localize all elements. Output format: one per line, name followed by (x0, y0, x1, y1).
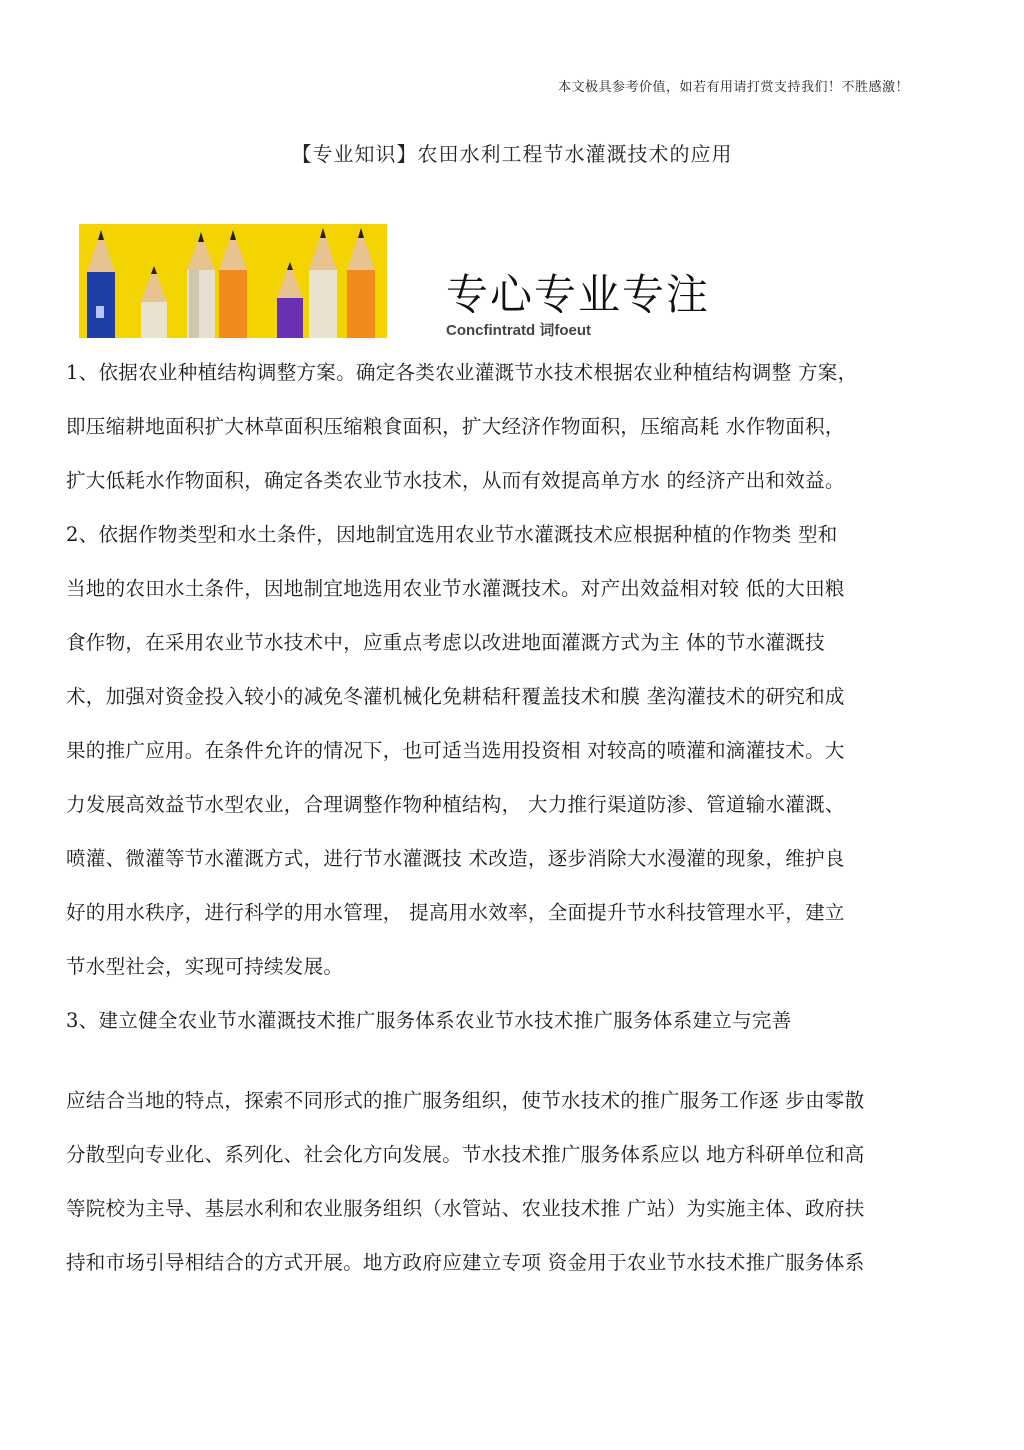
text-line: 即压缩耕地面积扩大林草面积压缩粮食面积，扩大经济作物面积，压缩高耗 水作物面积， (66, 415, 845, 438)
text-line: 1、依据农业种植结构调整方案。确定各类农业灌溉节水技术根据农业种植结构调整 方案， (66, 361, 858, 384)
text-line: 力发展高效益节水型农业，合理调整作物种植结构， 大力推行渠道防渗、管道输水灌溉、 (66, 793, 845, 816)
banner-subtext: Concfintratd 词foeut (446, 322, 591, 339)
document-title: 【专业知识】农田水利工程节水灌溉技术的应用 (291, 142, 733, 166)
paragraph-4 (66, 1074, 936, 1290)
text-line: 分散型向专业化、系列化、社会化方向发展。节水技术推广服务体系应以 地方科研单位和高 (66, 1143, 865, 1166)
text-line: 果的推广应用。在条件允许的情况下，也可适当选用投资相 对较高的喷灌和滴灌技术。大 (66, 739, 845, 762)
text-line: 术，加强对资金投入较小的减免冬灌机械化免耕秸秆覆盖技术和膜 垄沟灌技术的研究和成 (66, 685, 845, 708)
text-line: 食作物，在采用农业节水技术中，应重点考虑以改进地面灌溉方式为主 体的节水灌溉技 (66, 631, 825, 654)
text-line: 持和市场引导相结合的方式开展。地方政府应建立专项 资金用于农业节水技术推广服务体系 (66, 1251, 865, 1274)
banner-slogan: 专心专业专注 (446, 270, 711, 319)
text-line: 好的用水秩序，进行科学的用水管理， 提高用水效率，全面提升节水科技管理水平，建立 (66, 901, 845, 924)
top-note: 本文极具参考价值，如若有用请打赏支持我们！不胜感激！ (557, 80, 909, 95)
paragraph-1 (66, 346, 936, 508)
text-line: 2、依据作物类型和水土条件，因地制宜选用农业节水灌溉技术应根据种植的作物类 型和 (66, 523, 838, 546)
pencils-banner-image (79, 224, 387, 338)
text-line: 等院校为主导、基层水利和农业服务组织（水管站、农业技术推 广站）为实施主体、政府扶 (66, 1197, 865, 1220)
text-line: 扩大低耗水作物面积，确定各类农业节水技术，从而有效提高单方水 的经济产出和效益。 (66, 469, 845, 492)
paragraph-2 (66, 508, 936, 994)
text-line: 当地的农田水土条件，因地制宜地选用农业节水灌溉技术。对产出效益相对较 低的大田粮 (66, 577, 845, 600)
text-line: 3、建立健全农业节水灌溉技术推广服务体系农业节水技术推广服务体系建立与完善 (66, 1009, 792, 1032)
text-line: 喷灌、微灌等节水灌溉方式，进行节水灌溉技 术改造，逐步消除大水漫灌的现象，维护良 (66, 847, 845, 870)
text-line: 节水型社会，实现可持续发展。 (66, 955, 344, 978)
paragraph-3-heading (66, 994, 936, 1048)
text-line: 应结合当地的特点，探索不同形式的推广服务组织，使节水技术的推广服务工作逐 步由零散 (66, 1089, 865, 1112)
